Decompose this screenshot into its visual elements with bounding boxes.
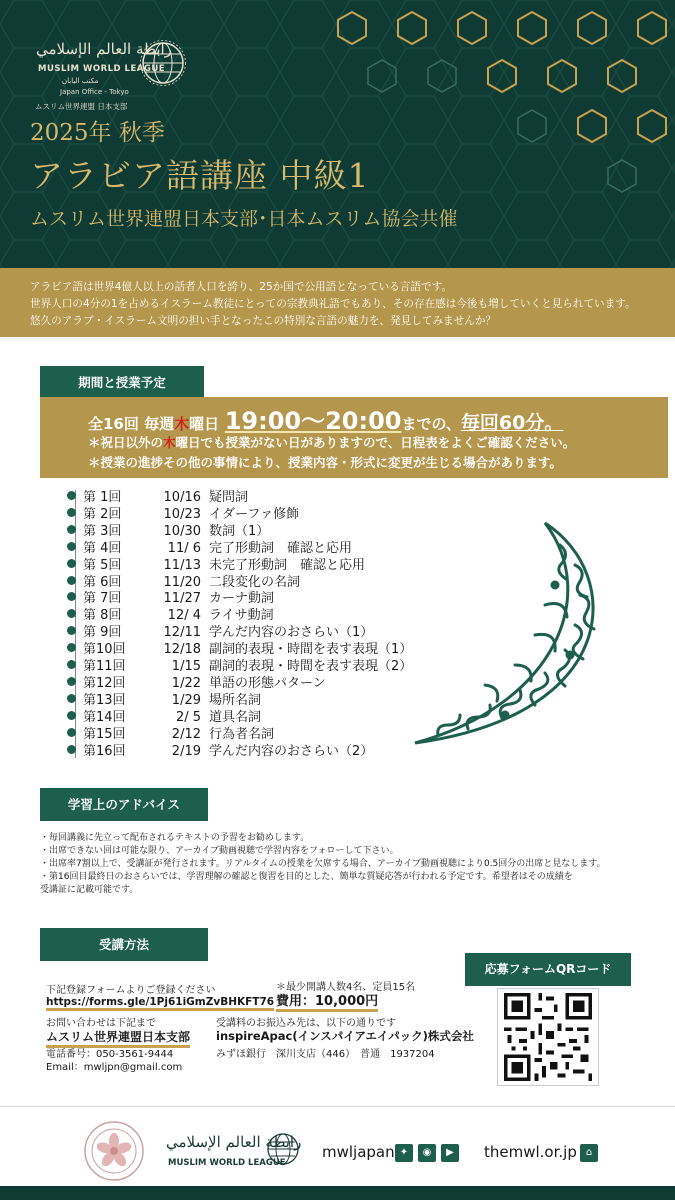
schedule-note-2: ＊授業の進捗その他の事情により、授業内容・形式に変更が生じる場合があります。 xyxy=(88,455,563,470)
bullet-dot-icon xyxy=(67,643,76,652)
advice-item-5: 受講証に記載可能です。 xyxy=(40,885,139,895)
qr-code-icon xyxy=(498,989,598,1085)
bank-company-text: inspireApac(インスパイアエイパック)株式会社 xyxy=(216,1029,474,1043)
lesson-number: 第 5回 xyxy=(83,557,122,573)
advice-section-label: 学習上のアドバイス xyxy=(40,788,208,821)
note1-part-a: ＊祝日以外の xyxy=(88,435,164,450)
lesson-topic: 完了形動詞 確認と応用 xyxy=(209,540,353,556)
advice-item-1: ・毎回講義に先立って配布されるテキストの予習をお勧めします。 xyxy=(40,833,310,843)
globe-emblem-icon xyxy=(140,40,186,86)
contact-org-text: ムスリム世界連盟日本支部 xyxy=(46,1028,190,1048)
advice-item-3: ・出席率7割以上で、受講証が発行されます。リアルタイムの授業を欠席する場合、アーカイブ動画視聴により0.5回分の出席と見なします。 xyxy=(40,859,606,869)
bullet-dot-icon xyxy=(67,660,76,669)
intro-line-3: 悠久のアラブ・イスラーム文明の担い手となったこの特別な言語の魅力を、発見してみませんか？ xyxy=(30,315,497,327)
lesson-topic: 道具名詞 xyxy=(209,709,262,725)
bullet-dot-icon xyxy=(67,677,76,686)
schedule-day-suffix: 曜日 xyxy=(189,415,220,433)
form-intro-text: 下記登録フォームよりご登録ください xyxy=(46,985,216,996)
lesson-row xyxy=(67,571,300,588)
lesson-number: 第12回 xyxy=(83,675,126,691)
lesson-topic: 数詞（1） xyxy=(209,523,270,539)
schedule-section-label: 期間と授業予定 xyxy=(40,366,204,399)
lesson-date: 10/23 xyxy=(163,506,201,522)
lesson-number: 第 9回 xyxy=(83,625,122,641)
lesson-topic: 副詞的表現・時間を表す表現（1） xyxy=(209,642,413,658)
year-season-title: 2025年 秋季 xyxy=(30,120,165,146)
lesson-row xyxy=(67,689,261,706)
lesson-number: 第 1回 xyxy=(83,490,122,505)
lesson-date: 11/13 xyxy=(163,557,201,573)
lesson-date: 10/30 xyxy=(163,523,201,539)
lesson-date: 12/ 4 xyxy=(167,608,201,624)
schedule-time: 19:00～20:00 xyxy=(224,407,402,435)
lesson-row xyxy=(67,723,274,740)
footer-globe-icon xyxy=(266,1132,300,1166)
lesson-number: 第14回 xyxy=(83,709,126,725)
logo-office-english: Japan Office - Tokyo xyxy=(60,88,129,96)
bullet-dot-icon xyxy=(67,542,76,551)
footer-logo-arabic: رابطة العالم الإسلامي xyxy=(166,1133,302,1151)
twitter-icon[interactable]: ✦ xyxy=(395,1144,413,1162)
min-people-text: ＊最少開講人数4名、定員15名 xyxy=(276,982,416,993)
lesson-number: 第 3回 xyxy=(83,523,122,539)
contact-intro-text: お問い合わせは下記まで xyxy=(46,1018,156,1029)
bullet-dot-icon xyxy=(67,559,76,568)
bank-detail-text: みずほ銀行 深川支店（446） 普通 1937204 xyxy=(216,1049,435,1060)
lesson-topic: ライサ動詞 xyxy=(209,608,274,624)
bullet-dot-icon xyxy=(67,694,76,703)
lesson-topic: カーナ動詞 xyxy=(209,591,275,607)
advice-item-2: ・出席できない回は可能な限り、アーカイブ動画視聴で学習内容をフォローして下さい。 xyxy=(40,846,399,856)
header-banner xyxy=(0,0,675,268)
association-seal-icon xyxy=(83,1120,145,1182)
lesson-topic: 学んだ内容のおさらい（1） xyxy=(209,625,374,641)
lesson-row xyxy=(67,486,248,503)
bullet-dot-icon xyxy=(67,525,76,534)
lesson-row xyxy=(67,554,365,571)
advice-item-4: ・第16回目最終日のおさらいでは、学習理解の確認と復習を目的とした、簡単な質疑応答が行われる予定です。希望者はその成績を xyxy=(40,872,573,882)
lesson-row xyxy=(67,655,412,672)
schedule-note-1 xyxy=(88,433,575,451)
bullet-dot-icon xyxy=(67,576,76,585)
bullet-dot-icon xyxy=(67,626,76,635)
lesson-date: 12/18 xyxy=(163,642,201,658)
logo-english-text: MUSLIM WORLD LEAGUE xyxy=(38,64,166,74)
cohost-subtitle: ムスリム世界連盟日本支部･日本ムスリム協会共催 xyxy=(30,208,458,230)
intro-line-2: 世界人口の4分の1を占めるイスラーム教徒にとっての宗教典礼語でもあり、その存在感は今後も増していくと見られています。 xyxy=(30,298,636,310)
lesson-row xyxy=(67,638,413,658)
qr-section-label: 応募フォームQRコード xyxy=(465,953,631,986)
instagram-icon[interactable]: ◉ xyxy=(418,1144,436,1162)
lesson-row xyxy=(67,604,274,624)
note1-day: 木 xyxy=(163,435,176,450)
email-text[interactable]: Email：mwljpn@gmail.com xyxy=(46,1062,183,1073)
schedule-duration: 毎回60分。 xyxy=(460,412,564,434)
bullet-dot-icon xyxy=(67,491,76,500)
bullet-dot-icon xyxy=(67,609,76,618)
lesson-date: 2/ 5 xyxy=(175,709,201,725)
lesson-date: 2/12 xyxy=(171,726,201,742)
lesson-topic: 場所名詞 xyxy=(209,692,262,708)
schedule-day: 木 xyxy=(174,415,190,433)
lesson-date: 12/11 xyxy=(163,625,201,641)
schedule-main-line xyxy=(88,401,563,436)
bullet-dot-icon xyxy=(67,592,76,601)
website-link[interactable]: themwl.or.jp xyxy=(484,1143,577,1161)
intro-band xyxy=(0,268,675,337)
fee-text: 費用：10,000円 xyxy=(276,990,378,1012)
lesson-topic: イダーファ修飾 xyxy=(209,506,300,522)
bottom-bar xyxy=(0,1186,675,1200)
lesson-date: 2/19 xyxy=(171,743,201,759)
lesson-date: 10/16 xyxy=(163,490,201,505)
mwl-logo xyxy=(30,38,190,113)
lesson-number: 第11回 xyxy=(83,659,126,674)
lesson-topic: 学んだ内容のおさらい（2） xyxy=(209,743,374,759)
lesson-row xyxy=(67,520,269,537)
lesson-topic: 行為者名詞 xyxy=(209,726,275,742)
schedule-mid: までの、 xyxy=(401,415,461,433)
footer-logo-english: MUSLIM WORLD LEAGUE xyxy=(168,1158,286,1168)
lesson-row xyxy=(67,706,261,723)
lesson-number: 第10回 xyxy=(83,642,126,658)
lesson-row xyxy=(67,503,299,520)
registration-section-label: 受講方法 xyxy=(40,928,208,961)
lesson-date: 1/22 xyxy=(171,675,201,691)
logo-office-arabic: مكتب اليابان xyxy=(62,77,99,85)
bank-intro-text: 受講料のお振込み先は、以下の通りです xyxy=(216,1018,396,1029)
lesson-date: 11/20 xyxy=(163,574,201,590)
lesson-number: 第 7回 xyxy=(83,591,122,607)
logo-japanese-text: ムスリム世界連盟 日本支部 xyxy=(35,102,128,111)
social-handle[interactable]: mwljapan xyxy=(322,1143,395,1161)
schedule-box xyxy=(40,397,668,478)
schedule-prefix: 全16回 毎週 xyxy=(88,415,175,433)
lesson-row xyxy=(67,672,326,689)
lesson-date: 1/29 xyxy=(171,692,201,708)
qr-code-frame[interactable] xyxy=(497,988,599,1086)
lesson-number: 第 2回 xyxy=(83,506,122,522)
intro-line-1: アラビア語は世界4億人以上の話者人口を誇り、25か国で公用語となっている言語です。 xyxy=(30,281,452,293)
bullet-dot-icon xyxy=(67,745,76,754)
lesson-row xyxy=(67,621,374,641)
bullet-dot-icon xyxy=(67,728,76,737)
lesson-topic: 疑問詞 xyxy=(209,490,249,505)
lesson-row xyxy=(67,740,373,757)
lesson-topic: 単語の形態パターン xyxy=(209,675,326,691)
phone-text: 電話番号：050-3561-9444 xyxy=(46,1049,174,1060)
course-title: アラビア語講座 中級1 xyxy=(30,156,370,195)
lesson-number: 第 6回 xyxy=(83,574,122,590)
form-url-link[interactable]: https://forms.gle/1Pj61iGmZvBHKFT76 xyxy=(46,996,274,1011)
home-icon[interactable]: ⌂ xyxy=(580,1144,598,1162)
lesson-date: 11/27 xyxy=(163,591,201,607)
lesson-topic: 副詞的表現・時間を表す表現（2） xyxy=(209,659,413,674)
logo-arabic-text: رابطة العالم الإسلامي xyxy=(36,40,172,58)
lesson-number: 第16回 xyxy=(83,743,126,759)
note1-part-b: 曜日でも授業がない日がありますので、日程表をよくご確認ください。 xyxy=(175,435,576,450)
lesson-number: 第13回 xyxy=(83,692,126,708)
crescent-calligraphy-icon xyxy=(395,515,635,755)
lesson-topic: 二段変化の名詞 xyxy=(209,574,301,590)
bullet-dot-icon xyxy=(67,508,76,517)
lesson-date: 1/15 xyxy=(171,659,201,674)
lesson-number: 第15回 xyxy=(83,726,126,742)
lesson-row xyxy=(67,587,275,607)
lesson-row xyxy=(67,537,352,554)
bullet-dot-icon xyxy=(67,711,76,720)
lesson-topic: 未完了形動詞 確認と応用 xyxy=(209,557,366,573)
lesson-date: 11/ 6 xyxy=(167,540,201,556)
lesson-number: 第 4回 xyxy=(83,540,122,556)
youtube-icon[interactable]: ▶ xyxy=(441,1144,459,1162)
lesson-number: 第 8回 xyxy=(83,608,122,624)
footer-divider xyxy=(0,1106,675,1107)
